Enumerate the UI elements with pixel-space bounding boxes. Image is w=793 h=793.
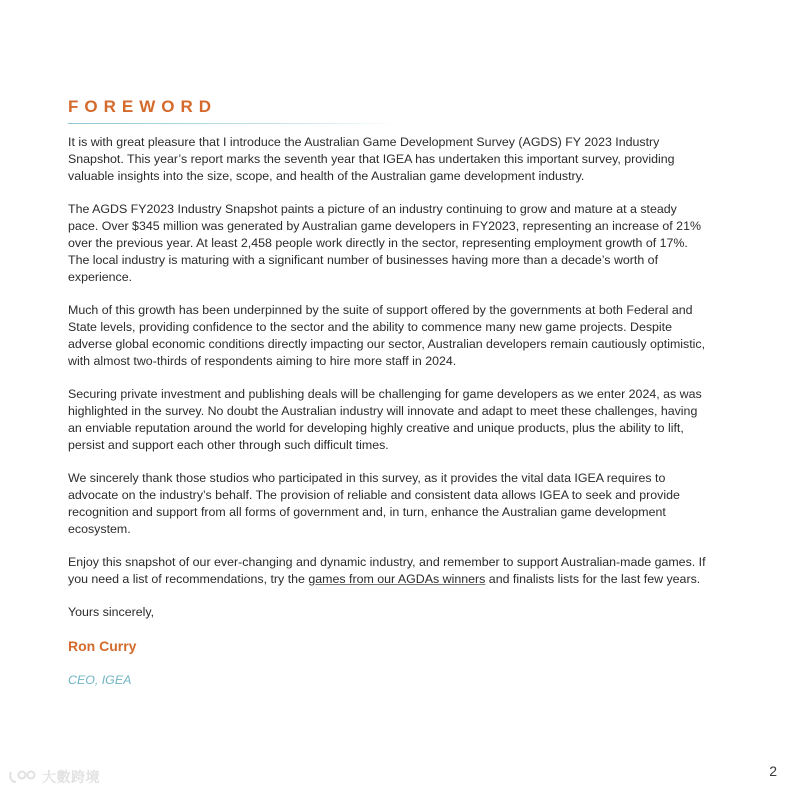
paragraph-enjoy-text: Enjoy this snapshot of our ever-changing and dynamic industry, and remember to support Australian-made games. If you need a list of recommendations, try the	[68, 555, 706, 586]
title-underline-divider	[68, 123, 398, 124]
paragraph-challenges: Securing private investment and publishing deals will be challenging for game developers as we enter 2024, as was highlighted in the survey. No doubt the Australian industry will innovate and adapt to meet these challenges, having an enviable reputation around the world for developing highly creative and unique products, plus the ability to lift, persist and support each other through such difficult times.	[68, 387, 702, 452]
signature-title: CEO, IGEA	[68, 673, 132, 687]
watermark-text: 大數跨境	[42, 769, 100, 785]
foreword-body	[68, 134, 708, 705]
paragraph-support: Much of this growth has been underpinned by the suite of support offered by the governments at both Federal and State levels, providing confidence to the sector and the ability to commence many new game projects. Despite adverse global economic conditions directly impacting our sector, Australian developers remain cautiously optimistic, with almost two-thirds of respondents aiming to hire more staff in 2024.	[68, 303, 706, 368]
closing-salutation: Yours sincerely,	[68, 605, 155, 619]
paragraph-intro: It is with great pleasure that I introduce the Australian Game Development Survey (AGDS) FY 2023 Industry Snapshot. This year’s report marks the seventh year that IGEA has undertaken this important survey, providing valuable insights into the size, scope, and health of the Australian game development industry.	[68, 135, 675, 183]
page-number: 2	[769, 763, 777, 779]
page-title: FOREWORD	[68, 97, 218, 116]
paragraph-enjoy-text-end: and finalists lists for the last few years.	[485, 572, 701, 586]
signature-name: Ron Curry	[68, 638, 137, 654]
watermark-logo-icon	[8, 769, 38, 785]
paragraph-growth: The AGDS FY2023 Industry Snapshot paints a picture of an industry continuing to grow and mature at a steady pace. Over $345 million was generated by Australian game developers in FY2023, representing an increase of 21% over the previous year. At least 2,458 people work directly in the sector, representing employment growth of 17%. The local industry is maturing with a significant number of businesses having more than a decade’s worth of experience.	[68, 202, 701, 284]
agdas-winners-link[interactable]: games from our AGDAs winners	[308, 572, 486, 586]
paragraph-thanks: We sincerely thank those studios who participated in this survey, as it provides the vital data IGEA requires to advocate on the industry’s behalf. The provision of reliable and consistent data allows IGEA to seek and provide recognition and support from all forms of government and, in turn, enhance the Australian game development ecosystem.	[68, 471, 680, 536]
watermark	[8, 766, 100, 788]
paragraph-enjoy	[68, 554, 708, 588]
